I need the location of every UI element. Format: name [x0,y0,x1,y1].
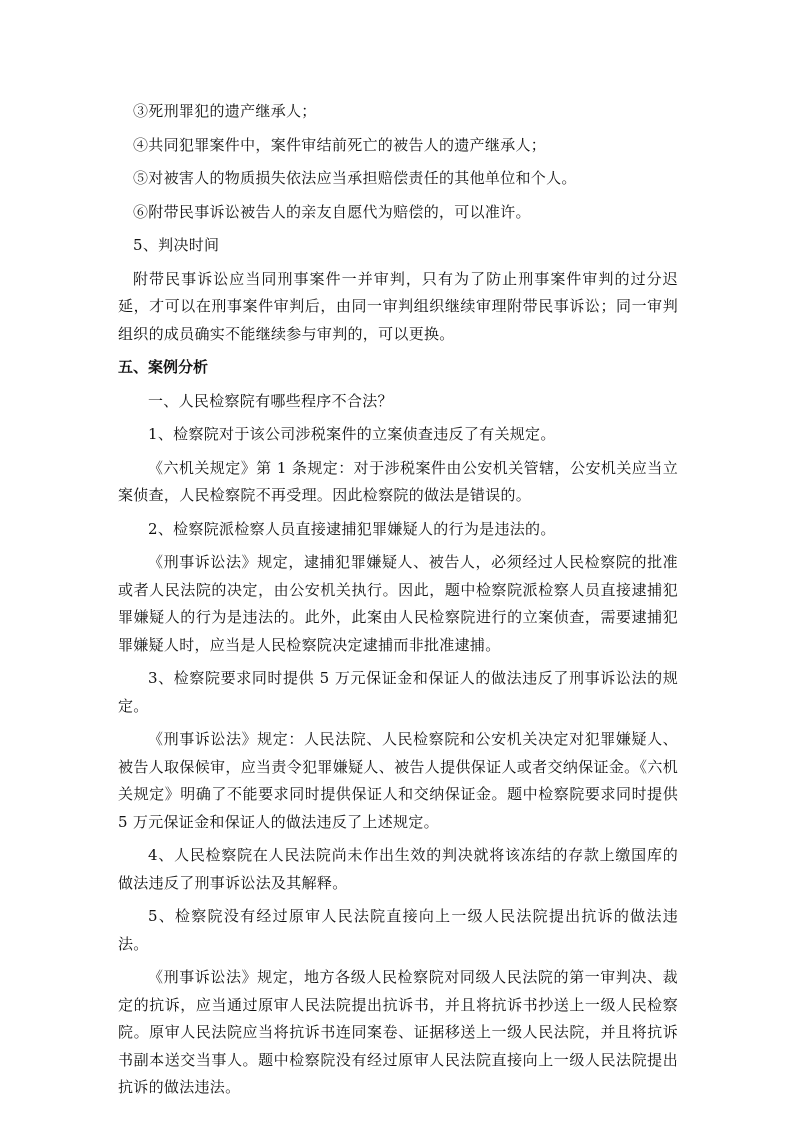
section-question: 一、人民检察院有哪些程序不合法？ [148,391,393,410]
subsection-body: 附带民事诉讼应当同刑事案件一并审判，只有为了防止刑事案件审判的过分迟延，才可以在刑事案件审判后，由同一审判组织继续审理附带民事诉讼；同一审判组织的成员确实不能继续参与审判的，可以更换。 [118,269,678,343]
section-heading: 五、案例分析 [118,358,209,376]
list-item-6: ⑥附带民事诉讼被告人的亲友自愿代为赔偿的，可以准许。 [133,202,531,221]
list-item-3: ③死刑罪犯的遗产继承人； [133,102,317,120]
point-5-title: 5、检察院没有经过原审人民法院直接向上一级人民法院提出抗诉的做法违法。 [118,907,678,953]
point-1-body: 《六机关规定》第 1 条规定：对于涉税案件由公安机关管辖，公安机关应当立案侦查，人民检察院不再受理。因此检察院的做法是错误的。 [118,458,678,504]
point-1-title: 1、检察院对于该公司涉税案件的立案侦查违反了有关规定。 [148,425,556,443]
point-4-title: 4、人民检察院在人民法院尚未作出生效的判决就将该冻结的存款上缴国库的做法违反了刑事诉讼法及其解释。 [118,846,678,892]
point-3-body: 《刑事诉讼法》规定：人民法院、人民检察院和公安机关决定对犯罪嫌疑人、被告人取保候审，应当责令犯罪嫌疑人、被告人提供保证人或者交纳保证金。《六机关规定》明确了不能要求同时提供保证人和交纳保证金。题中检察院要求同时提供 5 万元保证金和保证人的做法违反了上述规定。 [118,730,678,831]
point-2-title: 2、检察院派检察人员直接逮捕犯罪嫌疑人的行为是违法的。 [148,519,556,538]
document-body [118,98,678,1108]
point-3-title: 3、检察院要求同时提供 5 万元保证金和保证人的做法违反了刑事诉讼法的规定。 [118,669,678,715]
list-item-5: ⑤对被害人的物质损失依法应当承担赔偿责任的其他单位和个人。 [133,169,577,187]
list-item-4: ④共同犯罪案件中，案件审结前死亡的被告人的遗产继承人； [133,135,547,154]
point-5-body: 《刑事诉讼法》规定，地方各级人民检察院对同级人民法院的第一审判决、裁定的抗诉，应当通过原审人民法院提出抗诉书，并且将抗诉书抄送上一级人民检察院。原审人民法院应当将抗诉书连同案卷、证据移送上一级人民法院，并且将抗诉书副本送交当事人。题中检察院没有经过原审人民法院直接向上一级人民法院提出抗诉的做法违法。 [118,968,678,1096]
subsection-title: 5、判决时间 [133,236,220,254]
point-2-body: 《刑事诉讼法》规定，逮捕犯罪嫌疑人、被告人，必须经过人民检察院的批准或者人民法院的决定，由公安机关执行。因此，题中检察院派检察人员直接逮捕犯罪嫌疑人的行为是违法的。此外，此案由人民检察院进行的立案侦查，需要逮捕犯罪嫌疑人时，应当是人民检察院决定逮捕而非批准逮捕。 [118,553,678,654]
